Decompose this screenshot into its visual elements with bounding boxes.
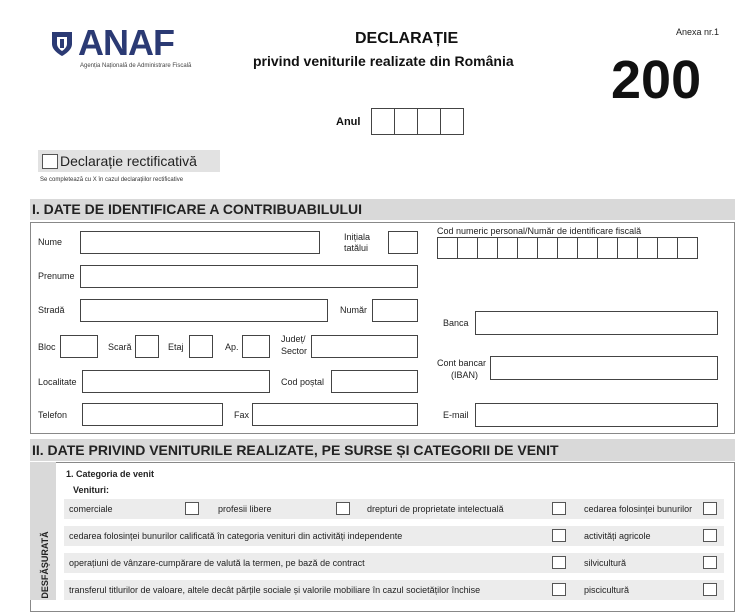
piscicultura-label: piscicultură	[584, 585, 630, 595]
judet-label-1: Județ/	[281, 334, 306, 344]
category-label: 1. Categoria de venit	[66, 469, 155, 479]
year-label: Anul	[336, 116, 361, 128]
logo-text: ANAF	[78, 22, 174, 63]
operatiuni-label: operațiuni de vânzare-cumpărare de valută la termen, pe bază de contract	[69, 558, 365, 568]
prenume-label: Prenume	[38, 271, 75, 281]
shield-icon	[50, 30, 74, 58]
profesii-checkbox[interactable]	[336, 502, 350, 515]
drepturi-label: drepturi de proprietate intelectuală	[367, 504, 504, 514]
banca-field[interactable]	[475, 311, 718, 335]
cod-postal-label: Cod poștal	[281, 377, 325, 387]
ap-field[interactable]	[242, 335, 270, 358]
cnp-input[interactable]	[437, 237, 698, 259]
rectificativa-checkbox[interactable]	[42, 154, 58, 169]
agricole-label: activități agricole	[584, 531, 651, 541]
piscicultura-checkbox[interactable]	[703, 583, 717, 596]
localitate-field[interactable]	[82, 370, 270, 393]
cod-postal-field[interactable]	[331, 370, 418, 393]
etaj-label: Etaj	[168, 342, 184, 352]
email-label: E-mail	[443, 410, 469, 420]
year-input[interactable]	[371, 108, 464, 135]
fax-field[interactable]	[252, 403, 418, 426]
logo-subtitle: Agenția Națională de Administrare Fiscală	[80, 63, 192, 69]
profesii-label: profesii libere	[218, 504, 272, 514]
form-title: DECLARAȚIE	[355, 30, 459, 47]
transferul-label: transferul titlurilor de valoare, altele decât părțile sociale și valorile mobiliare în cazul societăților închise	[69, 585, 481, 595]
strada-label: Stradă	[38, 305, 65, 315]
bloc-field[interactable]	[60, 335, 98, 358]
banca-label: Banca	[443, 318, 469, 328]
rectificativa-label: Declarație rectificativă	[60, 153, 197, 169]
transferul-checkbox[interactable]	[552, 583, 566, 596]
email-field[interactable]	[475, 403, 718, 427]
cedarea-calificata-checkbox[interactable]	[552, 529, 566, 542]
silvicultura-label: silvicultură	[584, 558, 627, 568]
strada-field[interactable]	[80, 299, 328, 322]
judet-field[interactable]	[311, 335, 418, 358]
comerciale-checkbox[interactable]	[185, 502, 199, 515]
cedarea-checkbox[interactable]	[703, 502, 717, 515]
venituri-label: Venituri:	[73, 485, 110, 495]
section2-title: II. DATE PRIVIND VENITURILE REALIZATE, PE SURSE ȘI CATEGORII DE VENIT	[30, 439, 735, 461]
operatiuni-checkbox[interactable]	[552, 556, 566, 569]
iban-field[interactable]	[490, 356, 718, 380]
numar-field[interactable]	[372, 299, 418, 322]
cedarea-label: cedarea folosinței bunurilor	[584, 504, 693, 514]
scara-label: Scară	[108, 342, 132, 352]
rectificativa-note: Se completează cu X în cazul declarațiilor rectificative	[40, 177, 184, 183]
scara-field[interactable]	[135, 335, 159, 358]
initiala-label-2: tatălui	[344, 243, 369, 253]
nume-label: Nume	[38, 237, 63, 247]
form-number: 200	[611, 50, 702, 110]
cnp-label: Cod numeric personal/Număr de identificare fiscală	[437, 226, 642, 236]
ap-label: Ap.	[225, 342, 239, 352]
silvicultura-checkbox[interactable]	[703, 556, 717, 569]
numar-label: Număr	[340, 305, 368, 315]
cont-label-2: (IBAN)	[451, 370, 478, 380]
section1-title: I. DATE DE IDENTIFICARE A CONTRIBUABILULUI	[30, 199, 735, 220]
bloc-label: Bloc	[38, 342, 56, 352]
initiala-label-1: Inițiala	[344, 232, 371, 242]
fax-label: Fax	[234, 410, 250, 420]
form-subtitle: privind veniturile realizate din România	[253, 53, 514, 69]
cont-label-1: Cont bancar	[437, 358, 487, 368]
prenume-field[interactable]	[80, 265, 418, 288]
comerciale-label: comerciale	[69, 504, 113, 514]
telefon-label: Telefon	[38, 410, 68, 420]
cedarea-calificata-label: cedarea folosinței bunurilor calificată în categoria venituri din activități independente	[69, 531, 403, 541]
drepturi-checkbox[interactable]	[552, 502, 566, 515]
judet-label-2: Sector	[281, 346, 308, 356]
etaj-field[interactable]	[189, 335, 213, 358]
anaf-logo	[50, 22, 210, 76]
side-label: DESFĂȘURATĂ	[40, 531, 50, 599]
nume-field[interactable]	[80, 231, 320, 254]
telefon-field[interactable]	[82, 403, 223, 426]
localitate-label: Localitate	[38, 377, 77, 387]
initiala-field[interactable]	[388, 231, 418, 254]
annex-label: Anexa nr.1	[676, 27, 720, 37]
agricole-checkbox[interactable]	[703, 529, 717, 542]
